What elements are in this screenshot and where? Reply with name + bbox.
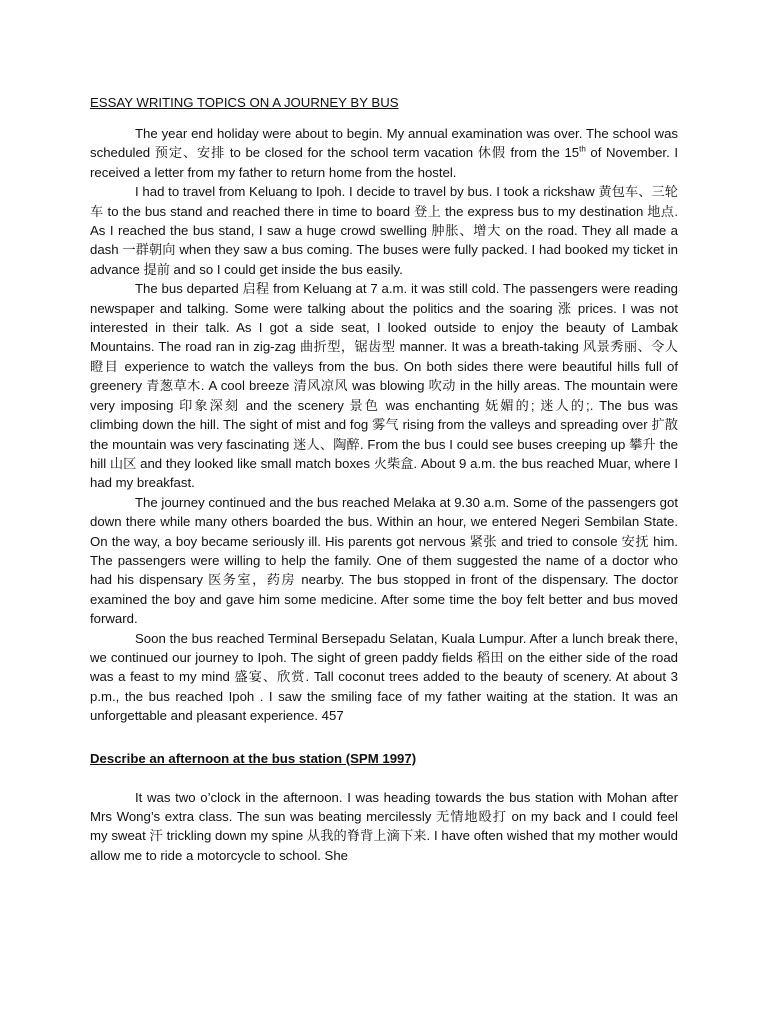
essay1-p1-text-end: of November. I received a letter from my father to return home from the hostel. (90, 145, 678, 180)
essay-title-journey-by-bus: ESSAY WRITING TOPICS ON A JOURNEY BY BUS (90, 95, 399, 110)
essay-title-bus-station: Describe an afternoon at the bus station (SPM 1997) (90, 750, 417, 766)
essay1-paragraph-3: The bus departed 启程 from Keluang at 7 a.m. it was still cold. The passengers were reading newspaper and talking. Some were talking about the politics and the soaring 涨 prices. I was not interested in their talk. As I got a side seat, I looked outside to enjoy the beauty of Lambak Mountains. The road ran in zig-zag 曲折型，锯齿型 manner. It was a breath-taking 风景秀丽、令人瞪目 experience to watch the valleys from the bus. On both sides there were beautiful hills full of greenery 青葱草木. A cool breeze 清风凉风 was blowing 吹动 in the hilly areas. The mountain were very imposing 印象深刻 and the scenery 景色 was enchanting 妩媚的; 迷人的;. The bus was climbing down the hill. The sight of mist and fog 雾气 rising from the valleys and spreading over 扩散 the mountain was very fascinating 迷人、陶醉. From the bus I could see buses creeping up 攀升 the hill 山区 and they looked like small match boxes 火柴盒. About 9 a.m. the bus reached Muar, where I had my breakfast. (90, 281, 678, 491)
essay1-paragraph-5: Soon the bus reached Terminal Bersepadu Selatan, Kuala Lumpur. After a lunch break there, we continued our journey to Ipoh. The sight of green paddy fields 稻田 on the either side of the road was a feast to my mind 盛宴、欣赏. Tall coconut trees added to the beauty of scenery. At about 3 p.m., the bus reached Ipoh . I saw the smiling face of my father waiting at the station. It was an unforgettable and pleasant experience. 457 (90, 630, 678, 724)
essay1-paragraph-2: I had to travel from Keluang to Ipoh. I decide to travel by bus. I took a rickshaw 黄包车、三轮车 to the bus stand and reached there in time to board 登上 the express bus to my destination 地点. As I reached the bus stand, I saw a huge crowd swelling 肿胀、增大 on the road. They all made a dash 一群朝向 when they saw a bus coming. The buses were fully packed. I had booked my ticket in advance 提前 and so I could get inside the bus easily. (90, 184, 678, 277)
section-spacer (90, 726, 678, 750)
heading-spacer (90, 780, 678, 788)
essay2-paragraph-1: It was two o’clock in the afternoon. I was heading towards the bus station with Mohan after Mrs Wong’s extra class. The sun was beating mercilessly 无情地殴打 on my back and I could feel my sweat 汗 trickling down my spine 从我的脊背上滴下来. I have often wished that my mother would allow me to ride a motorcycle to school. She (90, 789, 678, 863)
ordinal-suffix: th (579, 145, 586, 155)
essay1-paragraph-1 (90, 124, 678, 182)
essay1-paragraph-4: The journey continued and the bus reached Melaka at 9.30 a.m. Some of the passengers got down there while many others boarded the bus. Within an hour, we entered Negeri Sembilan State. On the way, a boy became seriously ill. His parents got nervous 紧张 and tried to console 安抚 him. The passengers were willing to help the family. One of them suggested the name of a doctor who had his dispensary 医务室，药房 nearby. The bus stopped in front of the dispensary. The doctor examined the boy and gave him some medicine. After some time the boy felt better and bus moved forward. (90, 494, 678, 627)
essay1-p1-text-start: The year end holiday were about to begin. My annual examination was over. The school was scheduled 预定、安排 to be closed for the school term vacation 休假 from the 15 (90, 126, 678, 161)
